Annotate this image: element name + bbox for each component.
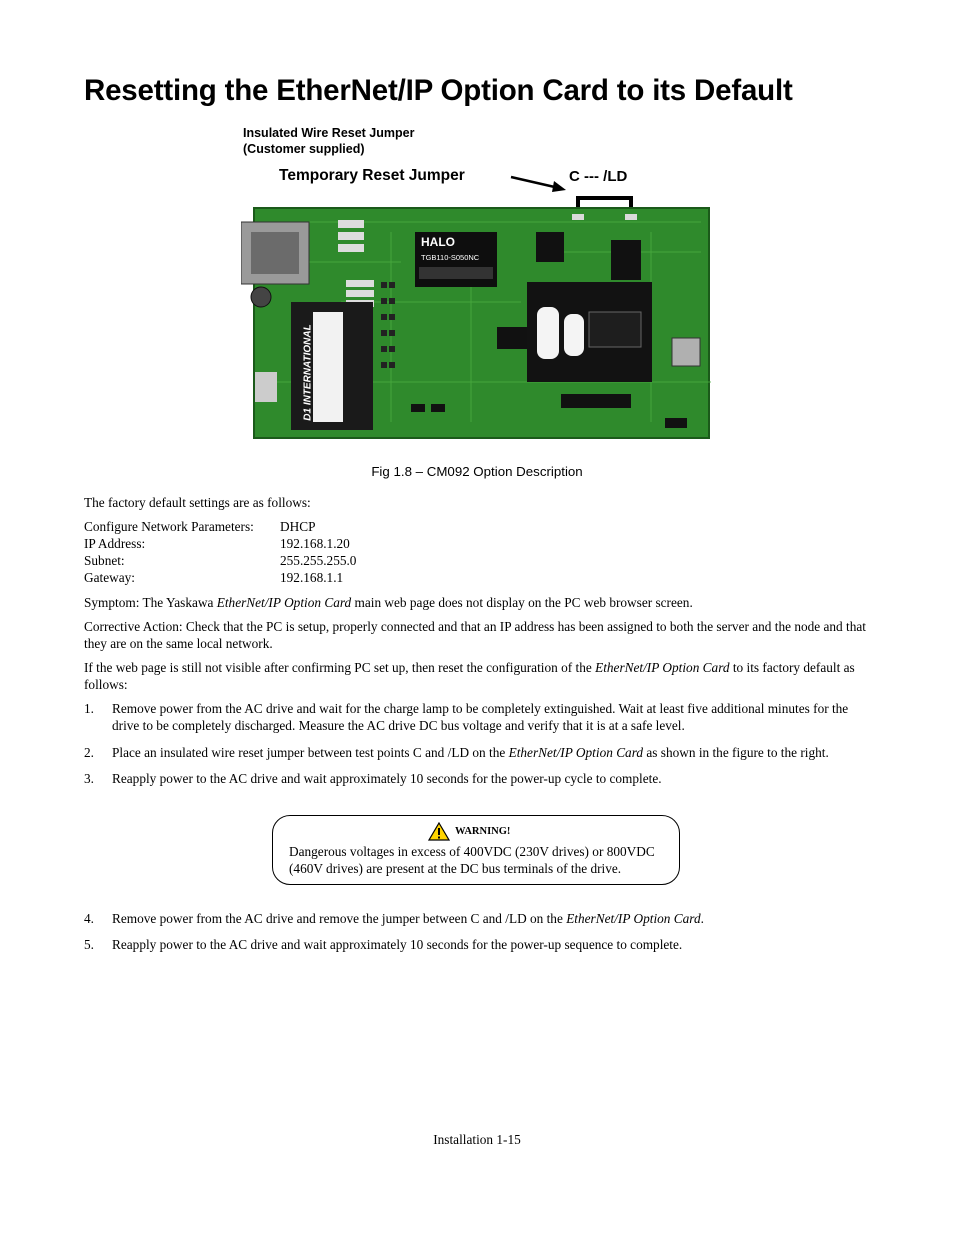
halo-chip-text: HALO	[421, 235, 455, 249]
arrow-line	[511, 177, 559, 188]
figure-label-line2: (Customer supplied)	[243, 142, 365, 156]
corrective-action-text: Corrective Action: Check that the PC is setup, properly connected and that an IP address has been assigned to both the server and the node and that they are on the same local network.	[84, 619, 866, 651]
pins-label: C --- /LD	[569, 168, 628, 185]
defaults-row	[84, 535, 484, 552]
halo-chip-sub: TGB110-S050NC	[421, 253, 480, 262]
intro-text: The factory default settings are as follows:	[84, 495, 311, 510]
symptom-text: Symptom: The Yaskawa EtherNet/IP Option Card main web page does not display on the PC web browser screen.	[84, 595, 693, 610]
defaults-value: 192.168.1.1	[280, 570, 344, 585]
defaults-value: 255.255.255.0	[280, 553, 357, 568]
defaults-row	[84, 552, 484, 569]
warning-body: Dangerous voltages in excess of 400VDC (230V drives) or 800VDC (460V drives) are present at the DC bus terminals of the drive.	[289, 844, 655, 876]
reset-intro-text: If the web page is still not visible after confirming PC set up, then reset the configuration of the EtherNet/IP Option Card to its factory default as follows:	[84, 660, 855, 692]
defaults-key: IP Address:	[84, 536, 146, 551]
page-heading: Resetting the EtherNet/IP Option Card to its Default	[84, 74, 793, 107]
defaults-key: Gateway:	[84, 570, 135, 585]
jumper-label: Temporary Reset Jumper	[279, 167, 465, 184]
defaults-key: Subnet:	[84, 553, 125, 568]
defaults-value: 192.168.1.20	[280, 536, 350, 551]
arrow-head	[552, 181, 566, 192]
page-footer: Installation 1-15	[433, 1132, 521, 1147]
defaults-list	[84, 518, 484, 586]
warning-title: WARNING!	[455, 826, 511, 837]
defaults-row	[84, 518, 484, 535]
figure-label-line1: Insulated Wire Reset Jumper	[243, 126, 415, 140]
option-card-figure	[241, 122, 711, 440]
figure-caption: Fig 1.8 – CM092 Option Description	[371, 464, 583, 479]
defaults-key: Configure Network Parameters:	[84, 519, 254, 534]
defaults-value: DHCP	[280, 519, 316, 534]
board-vertical-text: D1 INTERNATIONAL	[302, 324, 314, 421]
warning-triangle-icon	[428, 822, 450, 841]
defaults-row	[84, 569, 484, 586]
warning-box	[272, 815, 680, 885]
